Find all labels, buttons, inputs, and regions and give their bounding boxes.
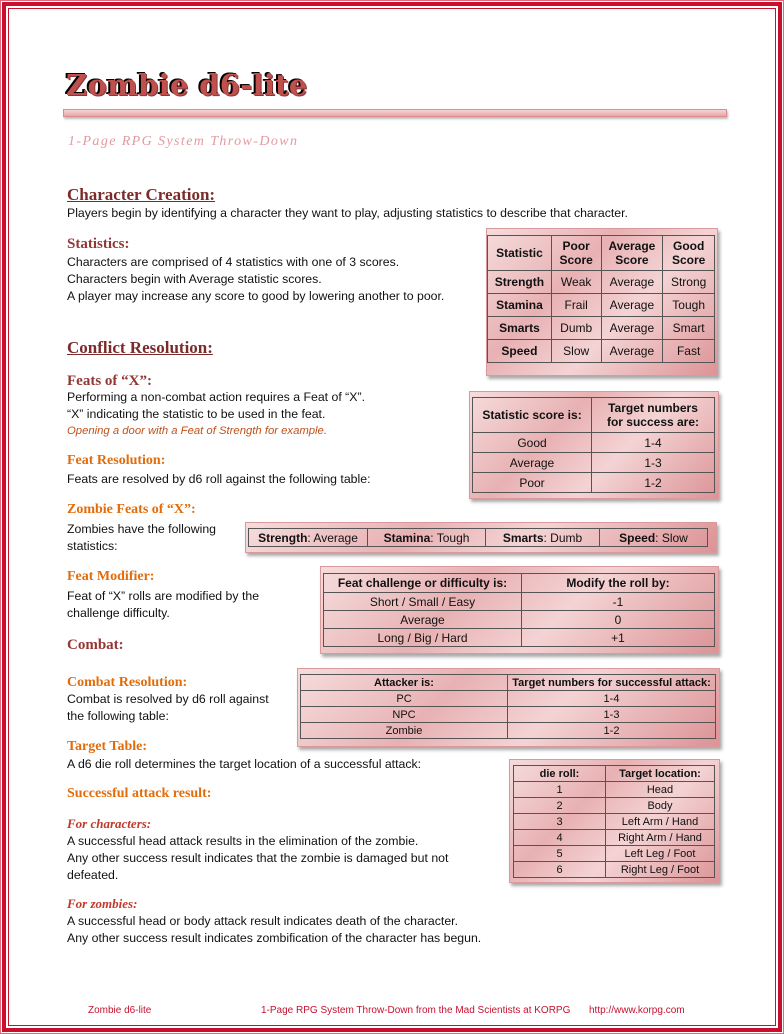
table-row: Poor 1-2 <box>473 473 715 493</box>
footer-title: Zombie d6-lite <box>88 1005 152 1016</box>
zombie-stat-strength: Strength: Average <box>249 529 368 547</box>
title-divider <box>63 109 727 117</box>
feat-modifier-heading: Feat Modifier: <box>67 569 155 584</box>
table-header: Average Score <box>601 236 663 271</box>
table-row: 4 Right Arm / Hand <box>514 830 715 846</box>
target-table-text: A d6 die roll determines the target location of a successful attack: <box>67 757 422 771</box>
table-row: 6 Right Leg / Foot <box>514 862 715 878</box>
table-header: Poor Score <box>551 236 601 271</box>
feat-resolution-heading: Feat Resolution: <box>67 453 166 468</box>
table-row: Long / Big / Hard +1 <box>324 629 715 647</box>
table-row: Zombie 1-2 <box>301 723 716 739</box>
table-header: Feat challenge or difficulty is: <box>324 574 522 593</box>
table-header: Target numbers for successful attack: <box>508 675 716 691</box>
table-header: Statistic <box>488 236 552 271</box>
table-header: Target numbers for success are: <box>592 398 715 433</box>
footer-credit: 1-Page RPG System Throw-Down from the Mad Scientists at KORPG <box>261 1005 571 1016</box>
table-row <box>249 529 708 547</box>
table-row: NPC 1-3 <box>301 707 716 723</box>
table-row: 1 Head <box>514 782 715 798</box>
table-row: 2 Body <box>514 798 715 814</box>
feat-resolution-table <box>472 397 715 493</box>
combat-heading: Combat: <box>67 637 124 653</box>
statistics-table <box>487 235 715 363</box>
table-header: die roll: <box>514 766 606 782</box>
table-header: Attacker is: <box>301 675 508 691</box>
table-row: Average 0 <box>324 611 715 629</box>
table-row: Short / Small / Easy -1 <box>324 593 715 611</box>
feat-modifier-table <box>323 573 715 647</box>
target-table-heading: Target Table: <box>67 739 147 754</box>
feats-heading: Feats of “X”: <box>67 373 152 389</box>
combat-resolution-text: Combat is resolved by d6 roll against the following table: <box>67 692 269 723</box>
table-row: PC 1-4 <box>301 691 716 707</box>
zombie-stat-speed: Speed: Slow <box>600 529 708 547</box>
target-location-table <box>513 765 715 878</box>
table-header: Good Score <box>663 236 715 271</box>
zombie-stats-table <box>248 528 708 547</box>
character-creation-heading: Character Creation: <box>67 185 216 204</box>
feat-resolution-text: Feats are resolved by d6 roll against the following table: <box>67 472 371 486</box>
table-row: 5 Left Leg / Foot <box>514 846 715 862</box>
for-characters-text: A successful head attack results in the elimination of the zombie. Any other success result indicates that the zombie is damaged but not defeated. <box>67 834 449 882</box>
document-title: Zombie d6-lite <box>66 68 308 102</box>
table-row: 3 Left Arm / Hand <box>514 814 715 830</box>
feats-line: “X” indicating the statistic to be used in the feat. <box>67 407 326 421</box>
table-row: Strength Weak Average Strong <box>488 271 715 294</box>
statistics-heading: Statistics: <box>67 236 130 252</box>
feat-modifier-text: Feat of “X” rolls are modified by the challenge difficulty. <box>67 589 260 620</box>
combat-resolution-heading: Combat Resolution: <box>67 675 188 690</box>
feats-line: Performing a non-combat action requires a Feat of “X”. <box>67 390 365 404</box>
character-creation-text: Players begin by identifying a character they want to play, adjusting statistics to describe that character. <box>67 206 628 220</box>
table-header: Target location: <box>606 766 715 782</box>
zombie-feats-heading: Zombie Feats of “X”: <box>67 502 196 517</box>
zombie-stat-stamina: Stamina: Tough <box>368 529 486 547</box>
for-characters-heading: For characters: <box>67 816 152 831</box>
zombie-stat-smarts: Smarts: Dumb <box>486 529 600 547</box>
statistics-line: Characters begin with Average statistic scores. <box>67 272 322 286</box>
conflict-resolution-heading: Conflict Resolution: <box>67 338 213 357</box>
table-header: Statistic score is: <box>473 398 592 433</box>
statistics-text <box>67 254 444 305</box>
document-subtitle: 1-Page RPG System Throw-Down <box>68 134 299 149</box>
table-row: Speed Slow Average Fast <box>488 340 715 363</box>
feats-example: Opening a door with a Feat of Strength for example. <box>67 425 327 437</box>
feats-text <box>67 389 365 423</box>
for-zombies-heading: For zombies: <box>67 896 138 911</box>
for-zombies-text: A successful head or body attack result indicates death of the character. Any other success result indicates zombification of the character has begun. <box>67 914 482 945</box>
statistics-line: A player may increase any score to good by lowering another to poor. <box>67 289 445 303</box>
statistics-line: Characters are comprised of 4 statistics with one of 3 scores. <box>67 255 400 269</box>
combat-resolution-table <box>300 674 716 739</box>
footer-url-link[interactable]: http://www.korpg.com <box>589 1005 685 1016</box>
table-row: Smarts Dumb Average Smart <box>488 317 715 340</box>
table-header: Modify the roll by: <box>522 574 715 593</box>
table-row: Average 1-3 <box>473 453 715 473</box>
table-row: Stamina Frail Average Tough <box>488 294 715 317</box>
table-row: Good 1-4 <box>473 433 715 453</box>
attack-result-heading: Successful attack result: <box>67 786 212 801</box>
zombie-feats-text: Zombies have the following statistics: <box>67 522 217 553</box>
